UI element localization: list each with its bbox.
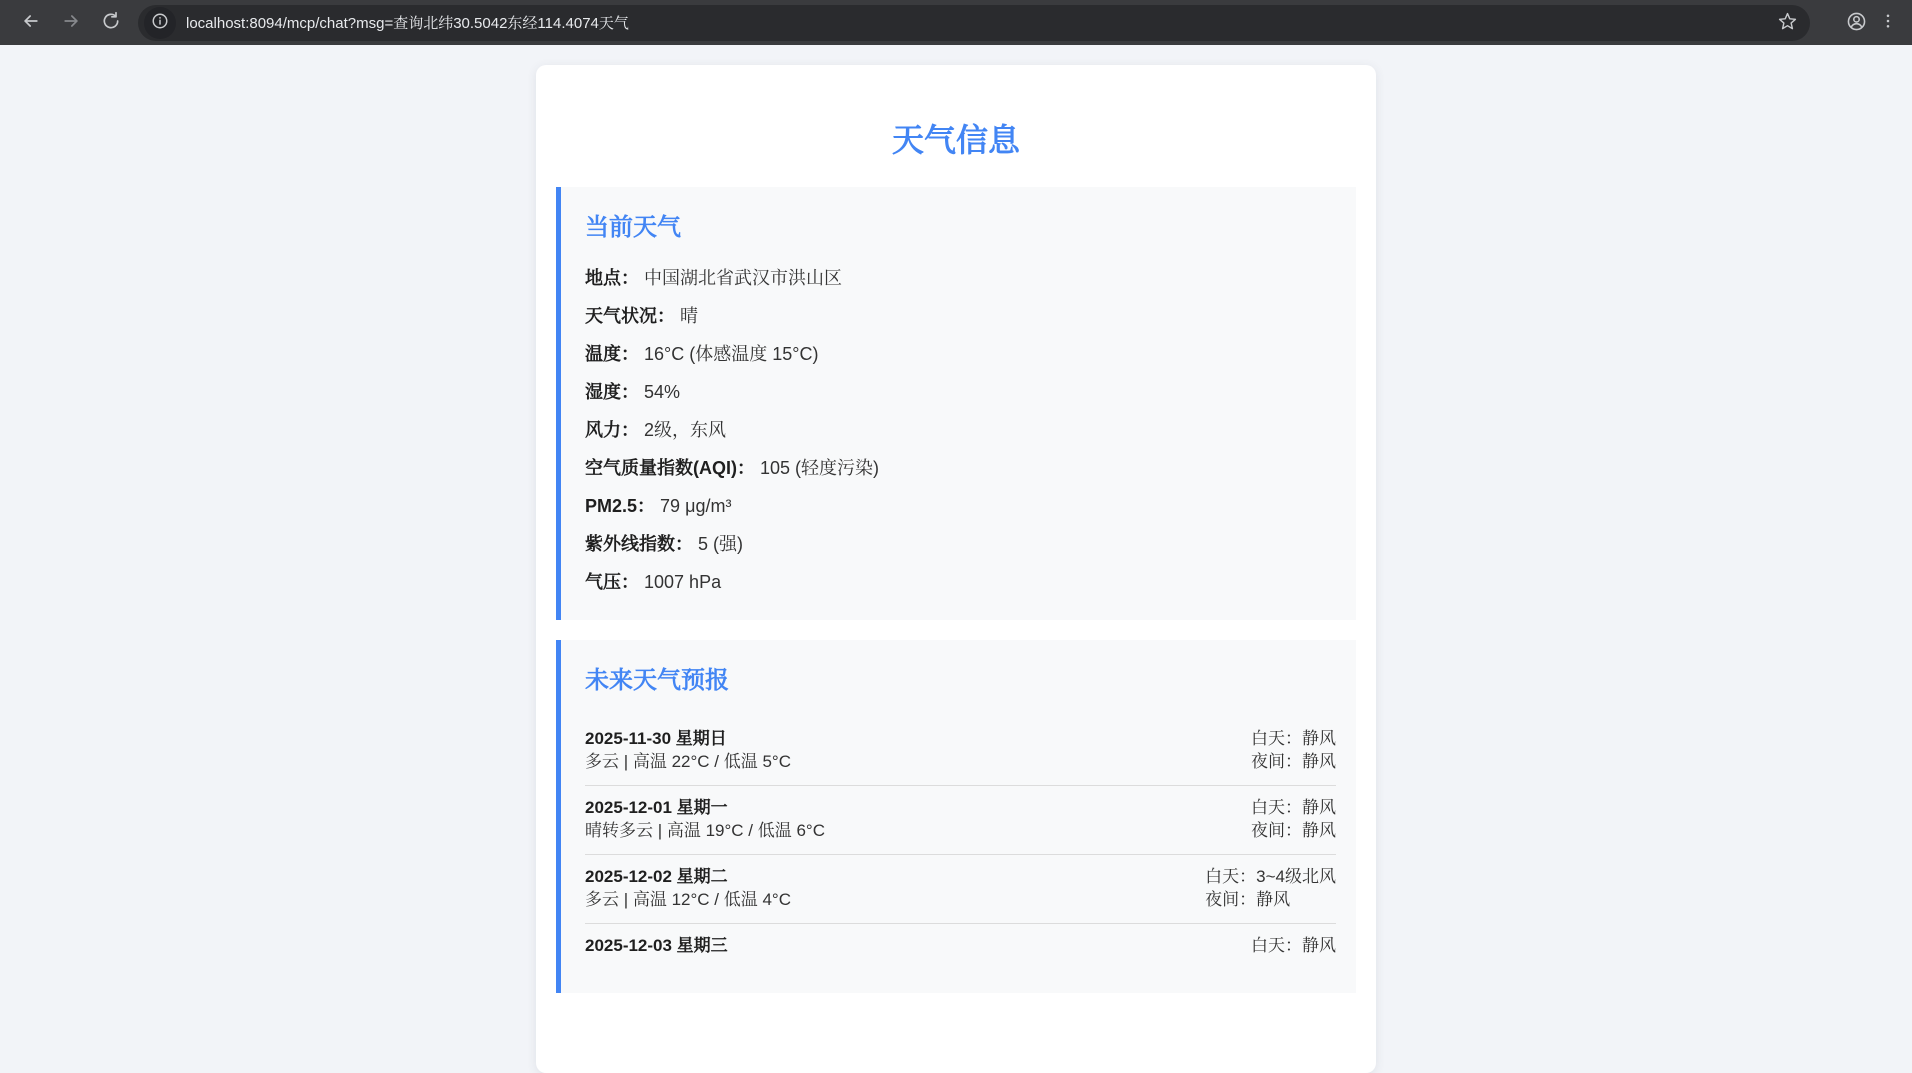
forward-arrow-icon [61, 11, 81, 34]
field-value: 晴 [680, 306, 699, 326]
url-text[interactable]: localhost:8094/mcp/chat?msg=查询北纬30.5042东经114.4074天气 [186, 15, 629, 32]
forecast-left [585, 865, 791, 911]
field-value: 16°C (体感温度 15°C) [644, 344, 819, 364]
field-condition [585, 306, 1336, 326]
forecast-date: 2025-12-02 星期二 [585, 867, 728, 886]
field-humidity [585, 382, 1336, 402]
page-title: 天气信息 [891, 122, 1020, 158]
forecast-night-wind: 夜间：静风 [1251, 752, 1336, 771]
forecast-wind [1251, 934, 1336, 957]
current-weather-heading: 当前天气 [585, 214, 681, 241]
profile-button[interactable] [1840, 7, 1872, 39]
forecast-day-wind: 白天：静风 [1251, 936, 1336, 955]
field-aqi [585, 458, 1336, 478]
field-temperature [585, 344, 1336, 364]
field-location [585, 268, 1336, 288]
forecast-day-wind: 白天：静风 [1251, 798, 1336, 817]
three-dot-menu-icon [1879, 12, 1897, 33]
field-label: 风力： [585, 420, 639, 440]
page-viewport [0, 65, 1912, 955]
forecast-row [585, 786, 1336, 855]
site-info-button[interactable] [144, 7, 176, 39]
forecast-day-wind: 白天：静风 [1251, 729, 1336, 748]
field-value: 105 (轻度污染) [760, 458, 880, 478]
field-value: 5 (强) [698, 534, 744, 554]
browser-toolbar [0, 0, 1912, 45]
field-uv [585, 534, 1336, 554]
field-label: 地点： [585, 268, 639, 288]
current-weather-section [556, 187, 1356, 620]
field-label: 温度： [585, 344, 639, 364]
field-pressure [585, 572, 1336, 592]
field-value: 2级，东风 [644, 420, 727, 440]
field-label: 气压： [585, 572, 639, 592]
forecast-day-wind: 白天：3~4级北风 [1205, 867, 1336, 886]
forecast-date: 2025-12-01 星期一 [585, 798, 728, 817]
url-bar[interactable] [138, 5, 1810, 41]
forecast-left [585, 796, 825, 842]
forecast-left [585, 727, 791, 773]
forecast-night-wind: 夜间：静风 [1205, 890, 1291, 909]
field-label: 湿度： [585, 382, 639, 402]
field-label: 空气质量指数(AQI)： [585, 458, 755, 478]
refresh-icon [101, 11, 121, 34]
forecast-row [585, 924, 1336, 969]
forecast-desc: 多云 | 高温 22°C / 低温 5°C [585, 752, 791, 771]
forecast-section [556, 640, 1356, 993]
field-pm25 [585, 496, 1336, 516]
back-button[interactable] [14, 6, 48, 40]
forecast-left [585, 934, 728, 957]
forecast-date: 2025-12-03 星期三 [585, 936, 728, 955]
forecast-wind [1205, 865, 1336, 911]
bookmark-button[interactable] [1774, 10, 1800, 36]
star-icon [1778, 12, 1797, 34]
forecast-heading: 未来天气预报 [585, 667, 729, 694]
weather-card [536, 65, 1376, 1073]
back-arrow-icon [21, 11, 41, 34]
forecast-row [585, 717, 1336, 786]
field-wind [585, 420, 1336, 440]
forecast-desc: 晴转多云 | 高温 19°C / 低温 6°C [585, 821, 825, 840]
field-label: 天气状况： [585, 306, 675, 326]
field-label: 紫外线指数： [585, 534, 693, 554]
account-circle-icon [1846, 11, 1867, 35]
field-value: 79 μg/m³ [660, 496, 732, 516]
field-value: 中国湖北省武汉市洪山区 [644, 268, 843, 288]
refresh-button[interactable] [94, 6, 128, 40]
info-circle-icon [151, 12, 169, 33]
forecast-wind [1251, 796, 1336, 842]
forecast-desc: 多云 | 高温 12°C / 低温 4°C [585, 890, 791, 909]
forward-button[interactable] [54, 6, 88, 40]
field-label: PM2.5： [585, 496, 656, 516]
field-value: 54% [644, 382, 681, 402]
forecast-night-wind: 夜间：静风 [1251, 821, 1336, 840]
forecast-date: 2025-11-30 星期日 [585, 729, 727, 748]
field-value: 1007 hPa [644, 572, 722, 592]
forecast-row [585, 855, 1336, 924]
forecast-wind [1251, 727, 1336, 773]
browser-menu-button[interactable] [1872, 7, 1904, 39]
